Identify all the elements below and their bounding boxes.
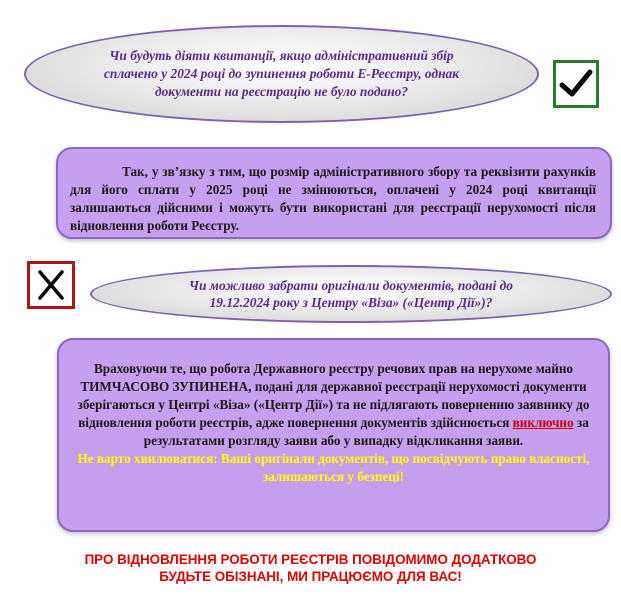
- footer-notice: [0, 551, 621, 585]
- footer-line-1: ПРО ВІДНОВЛЕННЯ РОБОТИ РЕЄСТРІВ ПОВІДОМИМО ДОДАТКОВО: [84, 552, 537, 567]
- checkmark-icon: [553, 60, 599, 108]
- question-1-text: Чи будуть діяти квитанції, якщо адміністративний збір сплачено у 2024 році до зупинення роботи Е-Реєстру, однак документи на реєстрацію не було подано?: [103, 48, 460, 99]
- answer-1-box: [56, 147, 612, 239]
- answer-2-text-part1: Враховуючи те, що робота Державного реєстру речових прав на нерухоме майно ТИМЧАСОВО ЗУПИНЕНА, подані для державної реєстрації нерухомості документи зберігаються у Центрі «Віза» («Центр Дії») та не підлягають поверненню заявнику до відновлення роботи реєстрів, адже повернення документів здійснюється: [77, 361, 590, 430]
- answer-2-box: [57, 338, 610, 532]
- answer-2-highlight: виключно: [512, 415, 574, 430]
- question-2-text: Чи можливо забрати оригінали документів, подані до 19.12.2024 року з Центру «Віза» («Центр Дії»)?: [188, 278, 513, 310]
- question-2-bubble: [90, 265, 612, 323]
- answer-2-reassurance: Не варто хвилюватися: Ваші оригінали документів, що посвідчують право власності, залишаються у безпеці!: [77, 451, 590, 484]
- cross-icon: [27, 261, 75, 309]
- answer-2-text-part2: за результатами розгляду заяви або у випадку відкликання заяви.: [143, 415, 589, 448]
- answer-1-text: Так, у зв’язку з тим, що розмір адміністративного збору та реквізити рахунків для його сплати у 2025 році не змінюються, оплачені у 2024 році квитанції залишаються дійсними і можуть бути використані для реєстрації нерухомості після відновлення роботи Реєстру.: [70, 164, 596, 233]
- footer-line-2: БУДЬТЕ ОБІЗНАНІ, МИ ПРАЦЮЄМО ДЛЯ ВАС!: [159, 569, 462, 584]
- question-1-bubble: [24, 25, 539, 123]
